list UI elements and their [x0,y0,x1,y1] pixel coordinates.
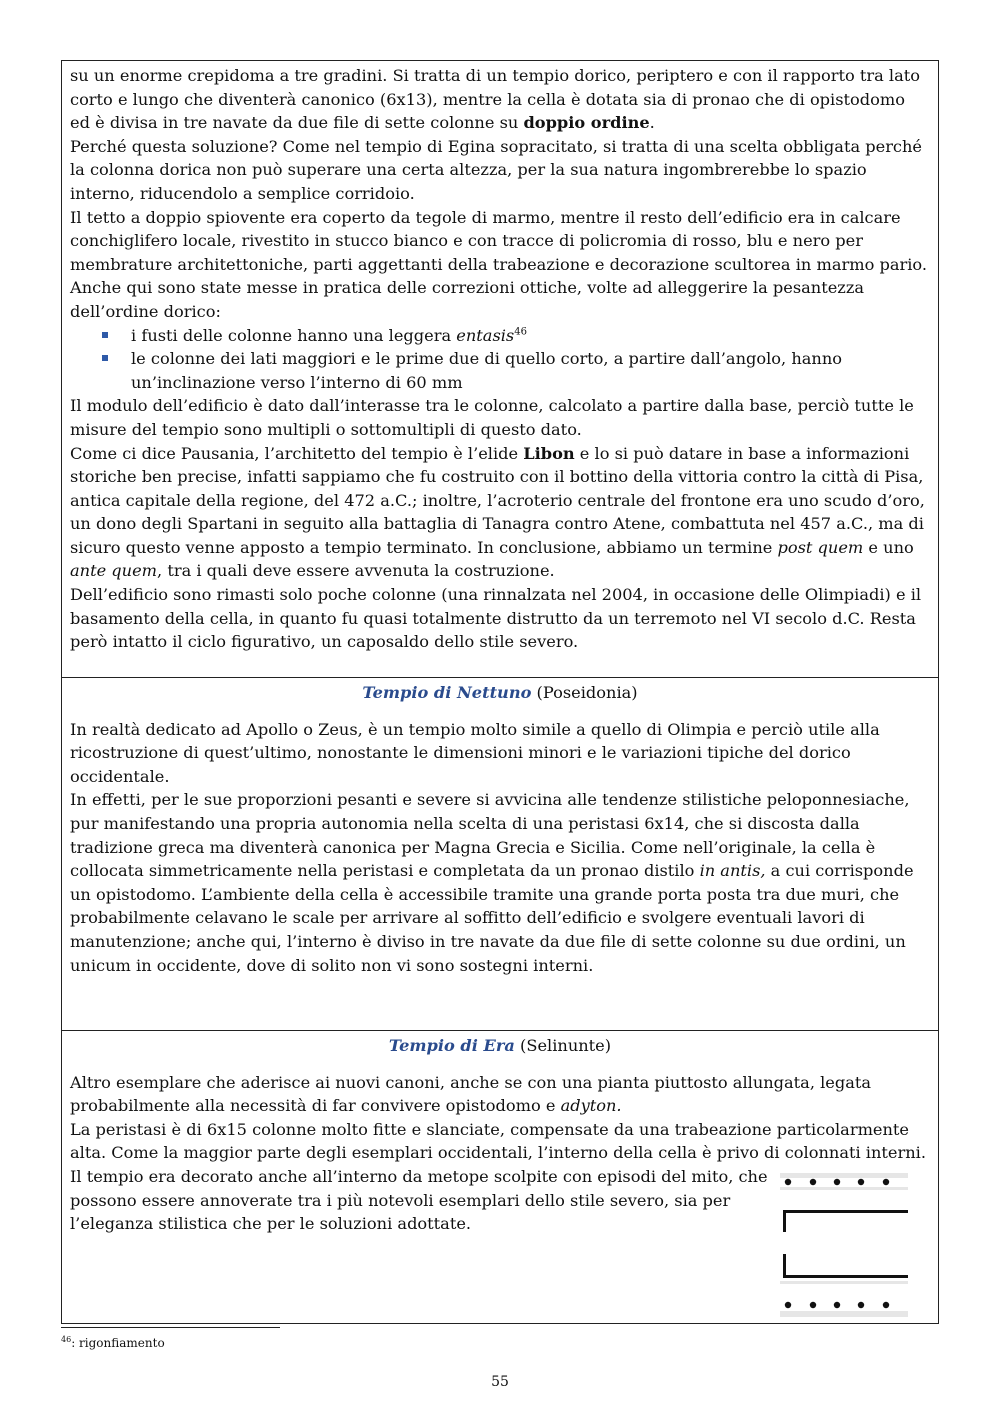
text-span: su un enorme crepidoma a tre gradini. Si tratta di un tempio dorico, periptero e con il rapporto tra lato corto e lungo che diventerà canonico (6x13), mentre la cella è dotata sia di pronao che di opistodomo ed è divisa in tre navate da due file di sette colonne su [70,66,921,133]
text-span: In effetti, per le sue proporzioni pesanti e severe si avvicina alle tendenze stilistiche peloponnesiache, pur manifestando una propria autonomia nella scelta di una peristasi 6x14, che si discosta dalla tradizione greca ma diventerà canonica per Magna Grecia e Sicilia. Come nell’originale, la cella è collocata simmetricamente nella peristasi e completata da un pronao distilo [70,790,910,881]
paragraph: La peristasi è di 6x15 colonne molto fitte e slanciate, compensate da una trabeazione particolarmente alta. Come la maggior parte degli esemplari occidentali, l’interno della cella è privo di colonnati interni. [70,1119,926,1163]
section-location: (Poseidonia) [531,683,638,702]
italic-term: post quem [777,537,864,557]
text-span: a cui corrisponde un opistodomo. L’ambiente della cella è accessibile tramite una grande porta posta tra due muri, che probabilmente celavano le scale per arrivare al soffitto dell’edificio e svolgere eventuali lavori di manutenzione; anche qui, l’interno è diviso in tre navate da due file di sette colonne su due ordini, un unicum in occidente, dove di solito non vi sono sostegni interni. [70,861,914,975]
square-bullet-icon [102,332,108,338]
text-span: le colonne dei lati maggiori e le prime due di quello corto, a partire dall’angolo, hanno un’inclinazione verso l’interno di 60 mm [131,349,843,392]
paragraph: Il modulo dell’edificio è dato dall’interasse tra le colonne, calcolato a partire dalla base, perciò tutte le misure del tempio sono multipli o sottomultipli di questo dato. [70,396,914,439]
section-title: Tempio di Nettuno [362,683,532,702]
temple-plan-diagram [780,1173,920,1323]
text-span: i fusti delle colonne hanno una leggera [131,325,457,345]
paragraph: In realtà dedicato ad Apollo o Zeus, è un tempio molto simile a quello di Olimpia e perciò utile alla ricostruzione di quest’ultimo, nonostante le dimensioni minori e le variazioni tipiche del dorico occidentale. [70,719,880,786]
paragraph [70,788,930,977]
italic-term: in antis, [699,861,766,881]
paragraph: Il tetto a doppio spiovente era coperto da tegole di marmo, mentre il resto dell’edificio era in calcare conchiglifero locale, rivestito in stucco bianco e con tracce di policromia di rosso, blu e nero per membrature architettoniche, parti aggettanti della trabeazione e decorazione scultorea in marmo pario. Anche qui sono state messe in pratica delle correzioni ottiche, volte ad alleggerire la pesantezza dell’ordine dorico: [70,207,927,321]
page-number: 55 [491,1374,509,1390]
italic-term: ante quem [70,561,158,581]
text-span: Come ci dice Pausania, l’architetto del tempio è l’elide [70,443,524,463]
list-item [131,324,930,348]
paragraph: Il tempio era decorato anche all’interno da metope scolpite con episodi del mito, che possono essere annoverate tra i più notevoli esemplari dello stile severo, sia per l’eleganza stilistica che per le soluzioni adottate. [70,1166,768,1234]
paragraph: Dell’edificio sono rimasti solo poche colonne (una rinnalzata nel 2004, in occasione delle Olimpiadi) e il basamento della cella, in quanto fu quasi totalmente distrutto da un terremoto nel VI secolo d.C. Resta però intatto il ciclo figurativo, un caposaldo dello stile severo. [70,585,922,652]
text-span: , tra i quali deve essere avvenuta la costruzione. [157,561,555,581]
footnote [61,1335,165,1351]
paragraph [70,1071,930,1118]
text-span: Altro esemplare che aderisce ai nuovi canoni, anche se con una pianta piuttosto allungata, legata probabilmente alla necessità di far convivere opistodomo e [70,1072,872,1116]
section-heading [70,681,930,705]
bold-term: Libon [523,443,575,463]
bullet-list [70,324,930,395]
italic-term: adyton. [560,1096,622,1116]
section-heading [70,1034,930,1058]
footnote-separator [61,1327,280,1328]
paragraph [70,64,930,135]
footnote-text: : rigonfiamento [71,1336,165,1350]
square-bullet-icon [102,355,108,361]
section-era [62,1030,938,1315]
bold-term: doppio ordine [523,113,650,133]
paragraph: Perché questa soluzione? Come nel tempio di Egina sopracitato, si tratta di una scelta obbligata perché la colonna dorica non può superare una certa altezza, per la sua natura ingombrerebbe lo spazio interno, riducendolo a semplice corridoio. [70,136,923,203]
text-span: . [649,113,655,133]
text-span: e lo si può datare in base a informazioni storiche ben precise, infatti sappiamo che fu costruito con il bottino della vittoria contro la città di Pisa, antica capitale della regione, del 472 a.C.; inoltre, l’acroterio centrale del frontone era uno scudo d’oro, un dono degli Spartani in seguito alla battaglia di Tanagra contro Atene, combattuta nel 457 a.C., ma di sicuro questo venne apposto a tempio terminato. In conclusione, abbiamo un termine [70,443,925,557]
footnote-number: 46 [61,1335,72,1344]
italic-term: entasis [456,325,515,345]
temple-plan-image [780,1173,920,1323]
section-title: Tempio di Era [388,1036,515,1055]
section-location: (Selinunte) [514,1036,612,1055]
list-item [131,347,930,394]
content-table [61,60,939,1324]
section-nettuno [62,677,938,1030]
text-span: e uno [863,537,914,557]
section-olympia [62,61,938,677]
paragraph [70,442,930,584]
footnote-ref[interactable]: 46 [514,326,527,338]
